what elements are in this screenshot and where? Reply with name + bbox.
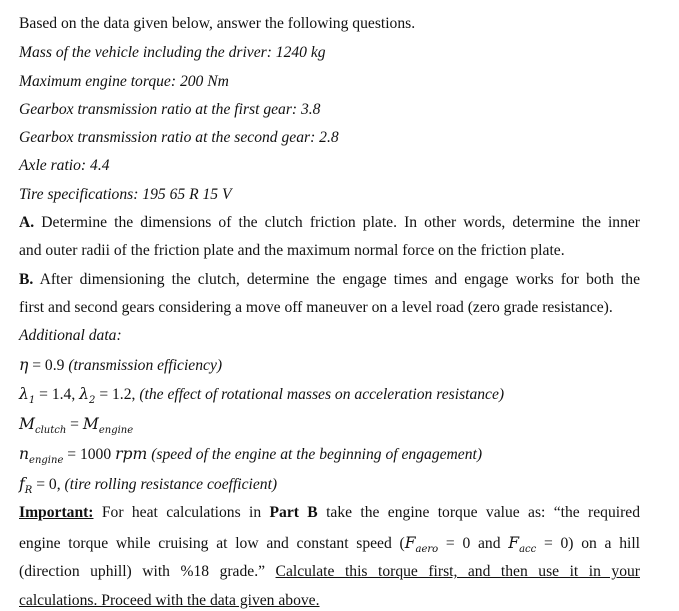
rolling-resistance-line: $f_R = 0$, (tire rolling resistance coefficient) [19, 475, 278, 497]
eta-line: η = 0.9 (transmission efficiency) [19, 356, 223, 374]
engine-speed-line: $n_{engine} = 1000$ rpm (speed of the engine at the beginning of engagement) [19, 445, 483, 467]
part-b-line-1: B. After dimensioning the clutch, determine the engage times and engage works for both the [19, 271, 640, 288]
part-a-label: A. [19, 214, 35, 231]
spec-vehicle-mass: Mass of the vehicle including the driver: 1240 kg [19, 44, 326, 61]
intro-text: Based on the data given below, answer the following questions. [19, 15, 416, 32]
important-line-2: engine torque while cruising at low and constant speed ($F_{aero} = 0$ and $F_{acc} = 0$) on a hill [19, 534, 640, 556]
part-a-line-2: and outer radii of the friction plate and the maximum normal force on the friction plate. [19, 242, 565, 259]
spec-first-gear-ratio: Gearbox transmission ratio at the first gear: 3.8 [19, 101, 321, 118]
important-line-4: calculations. Proceed with the data given above. [19, 592, 320, 609]
part-b-line-2: first and second gears considering a move off maneuver on a level road (zero grade resistance). [19, 299, 613, 316]
part-a-line-1: A. Determine the dimensions of the clutch friction plate. In other words, determine the inner [19, 214, 640, 231]
part-b-label: B. [19, 271, 34, 288]
spec-tire: Tire specifications: 195 65 R 15 V [19, 186, 232, 203]
additional-data-heading: Additional data: [19, 327, 122, 344]
important-label: Important: [19, 504, 94, 521]
spec-axle-ratio: Axle ratio: 4.4 [19, 157, 110, 174]
moment-line: $M_{clutch} = M_{engine}$ [19, 415, 134, 437]
lambda-line: $\lambda_1 = 1.4$, $\lambda_2 = 1.2$, (the effect of rotational masses on acceleration resistance) [19, 385, 505, 407]
spec-second-gear-ratio: Gearbox transmission ratio at the second gear: 2.8 [19, 129, 339, 146]
spec-max-torque: Maximum engine torque: 200 Nm [19, 73, 229, 90]
important-line-3: (direction uphill) with %18 grade.” Calculate this torque first, and then use it in your [19, 563, 640, 580]
important-line-1: Important: For heat calculations in Part B take the engine torque value as: “the required [19, 504, 640, 521]
